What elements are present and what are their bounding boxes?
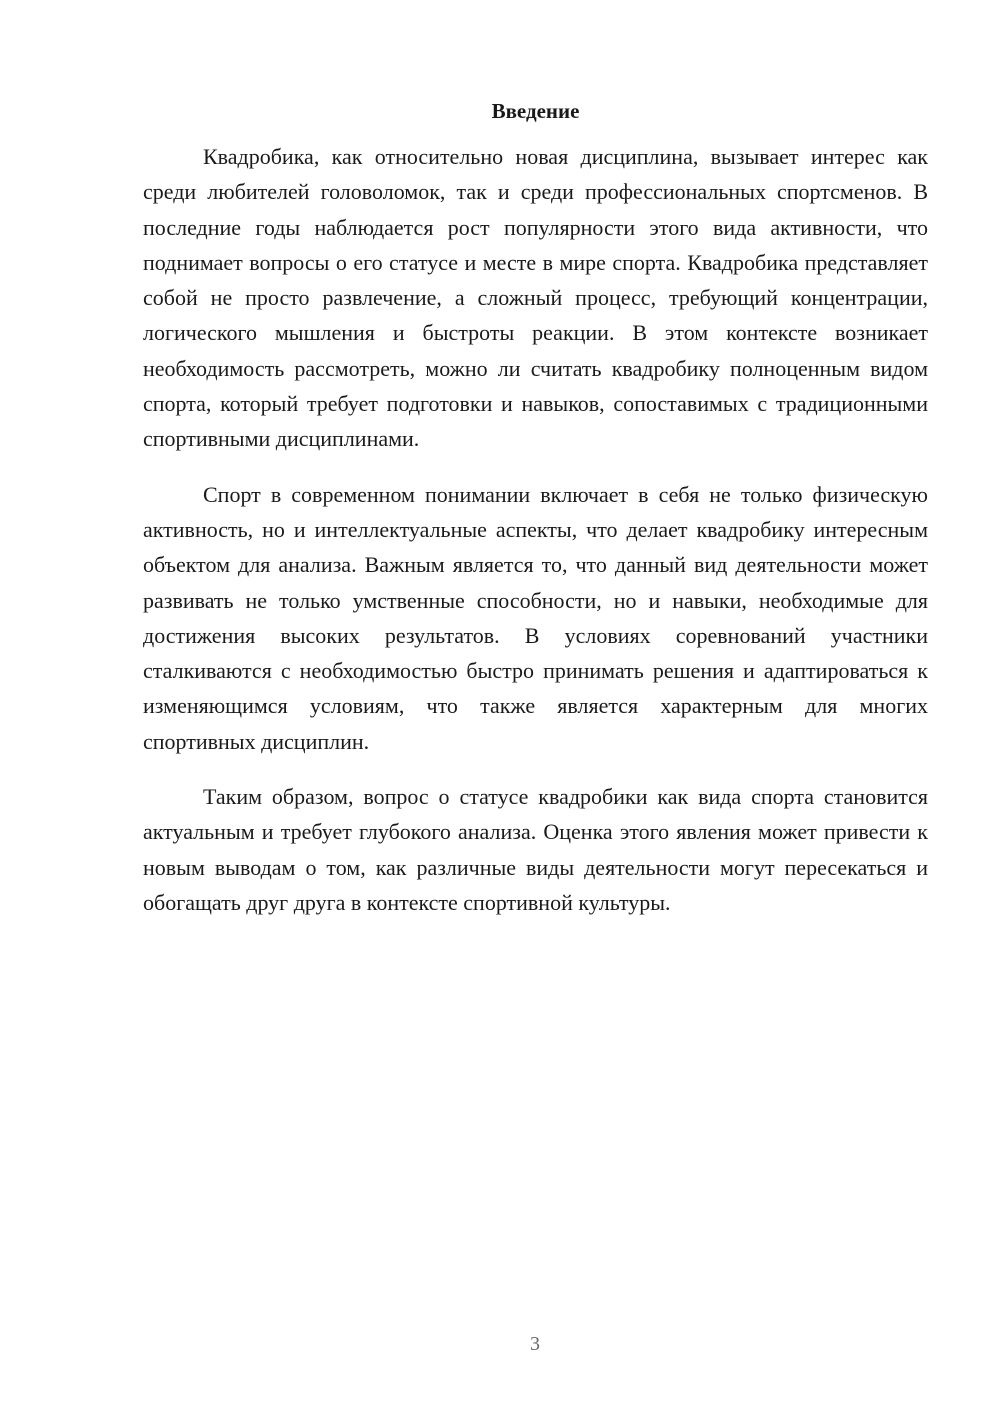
section-title: Введение bbox=[491, 99, 580, 123]
paragraph-1: Квадробика, как относительно новая дисциплина, вызывает интерес как среди любителей головоломок, так и среди профессиональных спортсменов. В последние годы наблюдается рост популярности этого вида активности, что поднимает вопросы о его статусе и месте в мире спорта. Квадробика представляет собой не просто развлечение, а сложный процесс, требующий концентрации, логического мышления и быстроты реакции. В этом контексте возникает необходимость рассмотреть, можно ли считать квадробику полноценным видом спорта, который требует подготовки и навыков, сопоставимых с традиционными спортивными дисциплинами. bbox=[143, 144, 928, 452]
page-number: 3 bbox=[530, 1333, 540, 1355]
paragraph-3: Таким образом, вопрос о статусе квадробики как вида спорта становится актуальным и требует глубокого анализа. Оценка этого явления может привести к новым выводам о том, как различные виды деятельности могут пересекаться и обогащать друг друга в контексте спортивной культуры. bbox=[143, 784, 928, 915]
paragraph-2: Спорт в современном понимании включает в себя не только физическую активность, но и интеллектуальные аспекты, что делает квадробику интересным объектом для анализа. Важным является то, что данный вид деятельности может развивать не только умственные способности, но и навыки, необходимые для достижения высоких результатов. В условиях соревнований участники сталкиваются с необходимостью быстро принимать решения и адаптироваться к изменяющимся условиям, что также является характерным для многих спортивных дисциплин. bbox=[143, 481, 928, 754]
document-page bbox=[143, 96, 928, 920]
